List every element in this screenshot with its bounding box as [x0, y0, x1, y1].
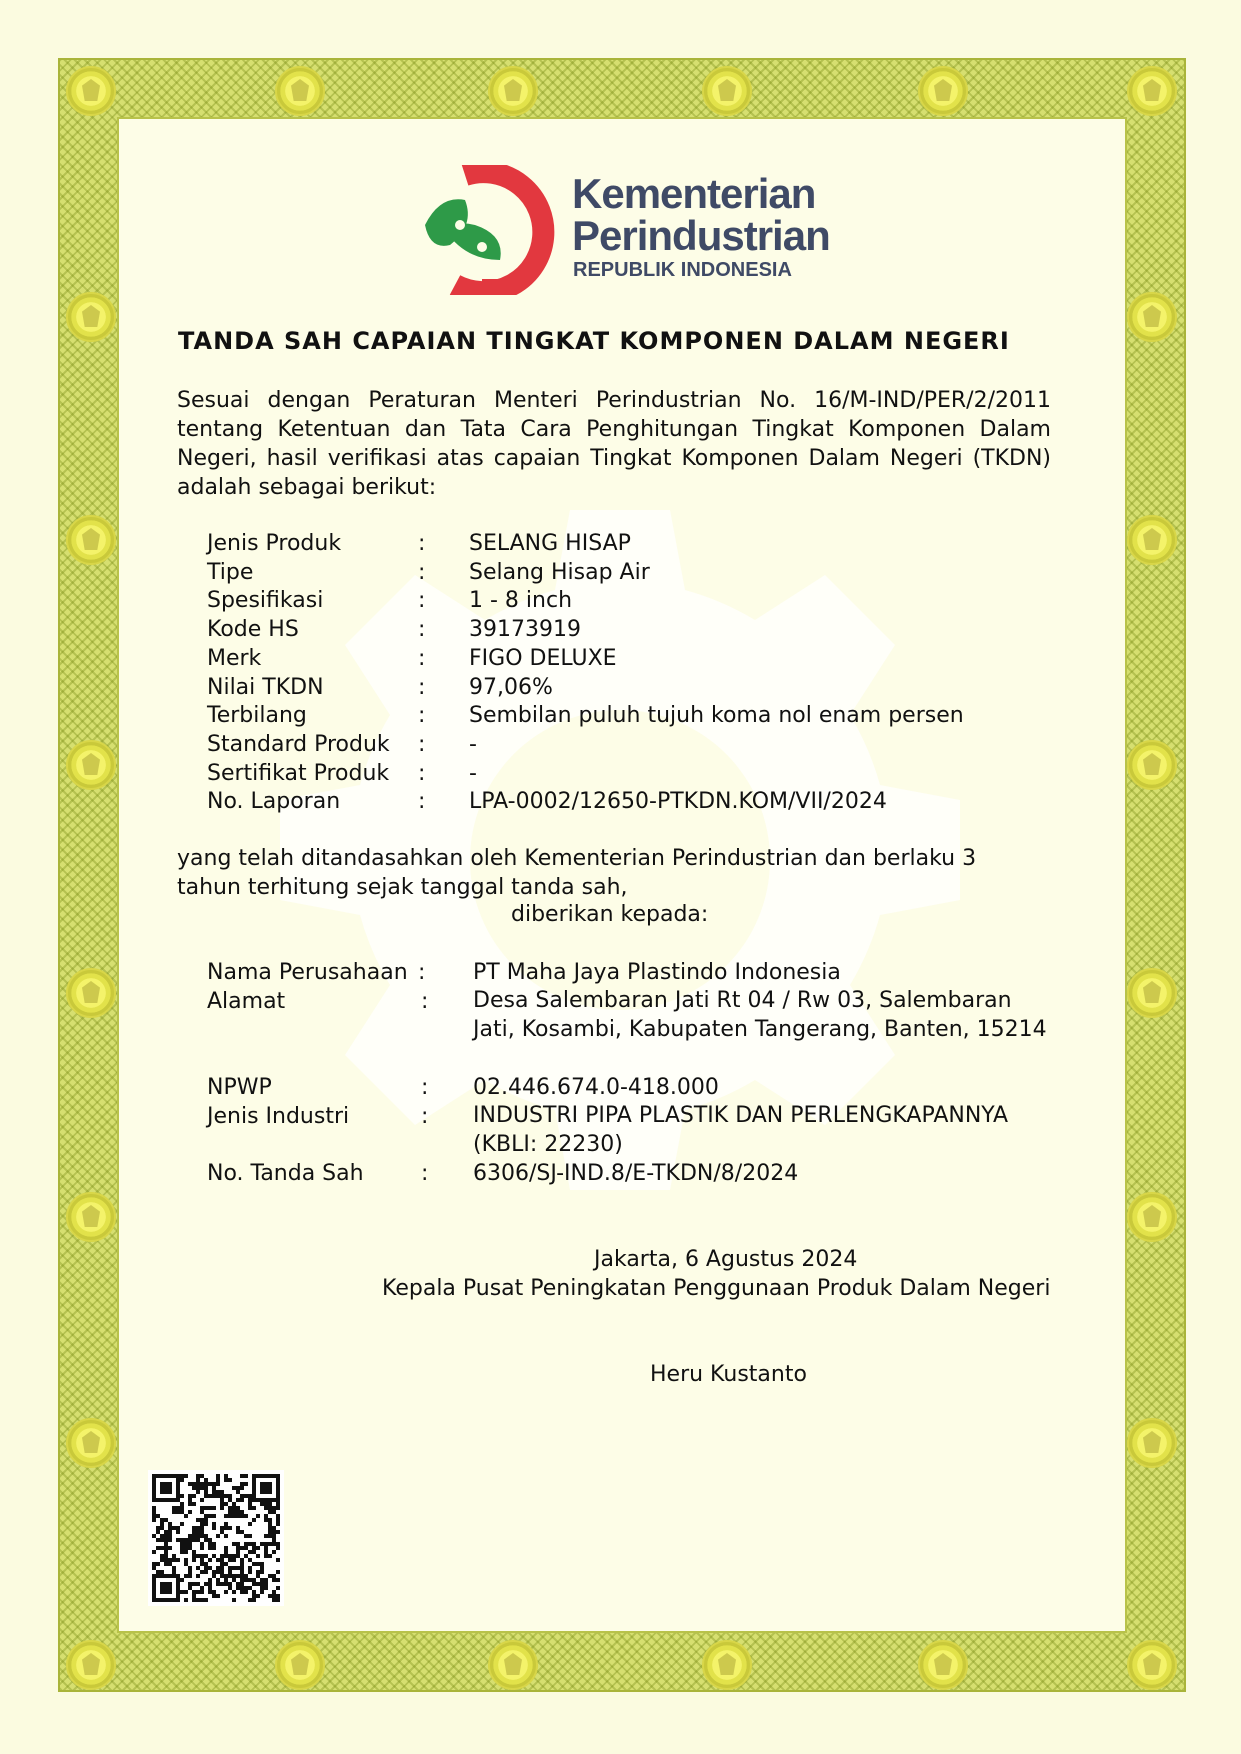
garuda-emblem-icon	[66, 1640, 116, 1690]
garuda-emblem-icon	[275, 66, 325, 116]
product-label: No. Laporan	[207, 789, 341, 815]
company-address: Desa Salembaran Jati Rt 04 / Rw 03, Salembaran Jati, Kosambi, Kabupaten Tangerang, Banten, 15214	[473, 988, 1047, 1042]
garuda-emblem-icon	[1127, 292, 1177, 342]
place-date: Jakarta, 6 Agustus 2024	[594, 1247, 858, 1272]
separator: :	[418, 588, 426, 614]
garuda-emblem-icon	[66, 1418, 116, 1468]
product-label: Jenis Produk	[207, 531, 342, 556]
garuda-emblem-icon	[1127, 66, 1177, 116]
ministry-name-line1: Kementerian	[572, 170, 816, 217]
garuda-emblem-icon	[275, 1640, 325, 1690]
product-value: FIGO DELUXE	[469, 645, 617, 671]
qr-code-icon	[148, 1470, 284, 1606]
product-label: Standard Produk	[207, 731, 390, 757]
product-label: Sertifikat Produk	[207, 760, 390, 786]
separator: :	[421, 1104, 429, 1129]
company-label: Jenis Industri	[207, 1104, 350, 1129]
separator: :	[421, 1161, 429, 1186]
separator: :	[418, 731, 426, 757]
garuda-emblem-icon	[1127, 740, 1177, 790]
product-value: 1 - 8 inch	[469, 588, 573, 614]
product-value: 97,06%	[469, 674, 553, 700]
company-industry: INDUSTRI PIPA PLASTIK DAN PERLENGKAPANNYA (KBLI: 22230)	[473, 1103, 1009, 1157]
company-label: No. Tanda Sah	[207, 1161, 364, 1186]
garuda-emblem-icon	[488, 1640, 538, 1690]
garuda-emblem-icon	[1127, 1192, 1177, 1242]
garuda-emblem-icon	[66, 968, 116, 1018]
garuda-emblem-icon	[488, 66, 538, 116]
ministry-logo-icon	[420, 165, 560, 295]
separator: :	[418, 960, 426, 985]
separator: :	[418, 645, 426, 671]
separator: :	[418, 617, 426, 643]
product-label: Nilai TKDN	[207, 674, 324, 700]
garuda-emblem-icon	[66, 740, 116, 790]
garuda-emblem-icon	[1127, 1640, 1177, 1690]
company-value: 6306/SJ-IND.8/E-TKDN/8/2024	[473, 1161, 799, 1186]
product-label: Tipe	[207, 559, 254, 585]
product-value: Sembilan puluh tujuh koma nol enam persen	[469, 703, 964, 729]
separator: :	[421, 1075, 429, 1100]
signatory-position: Kepala Pusat Peningkatan Penggunaan Produk Dalam Negeri	[382, 1276, 1051, 1301]
company-label: Alamat	[207, 989, 286, 1014]
garuda-emblem-icon	[1127, 1418, 1177, 1468]
product-label: Terbilang	[207, 703, 307, 729]
document-title: TANDA SAH CAPAIAN TINGKAT KOMPONEN DALAM NEGERI	[178, 327, 1010, 355]
garuda-emblem-icon	[918, 1640, 968, 1690]
separator: :	[418, 674, 426, 700]
garuda-emblem-icon	[66, 66, 116, 116]
separator: :	[418, 531, 426, 556]
product-label: Kode HS	[207, 617, 299, 643]
product-value: -	[469, 731, 477, 757]
company-label: NPWP	[207, 1075, 272, 1100]
garuda-emblem-icon	[702, 1640, 752, 1690]
garuda-emblem-icon	[66, 292, 116, 342]
product-value: Selang Hisap Air	[469, 559, 650, 585]
separator: :	[421, 989, 429, 1014]
product-value: SELANG HISAP	[469, 531, 631, 556]
validity-text-line1: yang telah ditandasahkan oleh Kementerian Perindustrian dan berlaku 3	[177, 846, 977, 871]
product-label: Spesifikasi	[207, 588, 324, 614]
garuda-emblem-icon	[66, 515, 116, 565]
signatory-name: Heru Kustanto	[650, 1362, 807, 1387]
intro-paragraph: Sesuai dengan Peraturan Menteri Perindustrian No. 16/M-IND/PER/2/2011 tentang Ketentuan dan Tata Cara Penghitungan Tingkat Komponen Dalam Negeri, hasil verifikasi atas capaian Tingkat Komponen Dalam Negeri (TKDN) adalah sebagai berikut:	[177, 388, 1051, 500]
product-label: Merk	[207, 645, 262, 671]
given-to-label: diberikan kepada:	[511, 902, 709, 927]
garuda-emblem-icon	[918, 66, 968, 116]
company-value: 02.446.674.0-418.000	[473, 1075, 719, 1100]
separator: :	[418, 559, 426, 585]
garuda-emblem-icon	[702, 66, 752, 116]
garuda-emblem-icon	[1127, 968, 1177, 1018]
company-label: Nama Perusahaan	[207, 960, 408, 985]
garuda-emblem-icon	[66, 1192, 116, 1242]
product-value: -	[469, 760, 477, 786]
validity-text-line2: tahun terhitung sejak tanggal tanda sah,	[177, 875, 628, 900]
separator: :	[418, 789, 426, 815]
ministry-name-line2: Perindustrian	[572, 212, 830, 259]
garuda-emblem-icon	[1127, 515, 1177, 565]
product-value: LPA-0002/12650-PTKDN.KOM/VII/2024	[469, 789, 887, 815]
separator: :	[418, 703, 426, 729]
product-value: 39173919	[469, 617, 581, 643]
separator: :	[418, 760, 426, 786]
ministry-country: REPUBLIK INDONESIA	[573, 259, 792, 281]
company-value: PT Maha Jaya Plastindo Indonesia	[473, 960, 841, 985]
